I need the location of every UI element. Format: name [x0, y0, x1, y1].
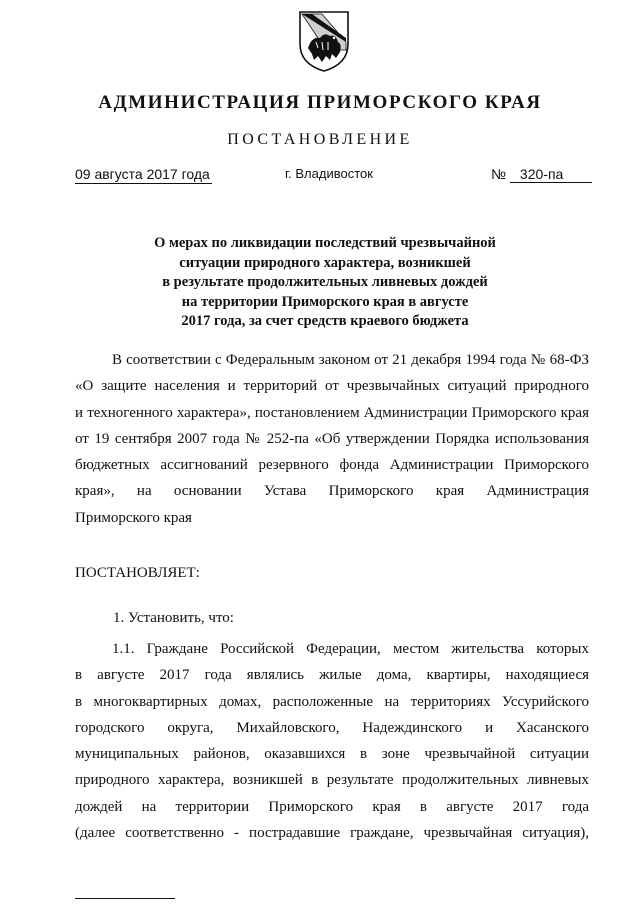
number-value: 320-па — [510, 166, 592, 183]
item-1-1-line: муниципальных районов, оказавшихся в зоне чрезвычайной ситуации — [75, 746, 589, 763]
preamble-line: края», на основании Устава Приморского края Администрация — [75, 483, 589, 500]
item-1-1-line: в многоквартирных домах, расположенные на территориях Уссурийского — [75, 693, 589, 710]
organization-title: АДМИНИСТРАЦИЯ ПРИМОРСКОГО КРАЯ — [98, 92, 542, 113]
preamble-line: и техногенного характера», постановлением Администрации Приморского края — [75, 404, 589, 421]
subject-line: ситуации природного характера, возникшей — [179, 254, 471, 271]
preamble-line: бюджетных ассигнований резервного фонда Администрации Приморского — [75, 457, 589, 474]
item-1-1-line: 1.1. Граждане Российской Федерации, местом жительства которых — [112, 641, 589, 657]
document-subject — [150, 234, 500, 332]
subject-line: 2017 года, за счет средств краевого бюджета — [181, 313, 469, 329]
item-1-1-line: природного характера, возникшей в результате продолжительных ливневых — [75, 772, 589, 789]
subject-line: на территории Приморского края в августе — [181, 293, 469, 310]
document-type-title: ПОСТАНОВЛЕНИЕ — [227, 131, 413, 148]
preamble-line: от 19 сентября 2007 года № 252-па «Об утверждении Порядка использования — [75, 430, 589, 447]
preamble-line: «О защите населения и территорий от чрезвычайных ситуаций природного — [75, 378, 589, 395]
document-city: г. Владивосток — [285, 166, 373, 181]
preamble-line: В соответствии с Федеральным законом от 21 декабря 1994 года № 68-ФЗ — [112, 352, 589, 368]
item-1: 1. Установить, что: — [113, 610, 234, 626]
item-1-1-paragraph — [75, 636, 589, 846]
number-label: № — [491, 166, 507, 182]
primorsky-krai-coat-of-arms-icon — [296, 8, 352, 74]
preamble-line: Приморского края — [75, 509, 192, 526]
footnote-divider — [75, 898, 175, 899]
preamble-paragraph — [75, 347, 589, 531]
item-1-1-line: в августе 2017 года являлись жилые дома, квартиры, находящиеся — [75, 667, 589, 684]
subject-line: О мерах по ликвидации последствий чрезвычайной — [154, 235, 496, 251]
item-1-1-line: (далее соответственно - пострадавшие граждане, чрезвычайная ситуация), — [75, 825, 589, 842]
resolve-heading: ПОСТАНОВЛЯЕТ: — [75, 565, 200, 581]
document-date: 09 августа 2017 года — [75, 166, 210, 182]
document-number — [491, 166, 592, 183]
subject-line: в результате продолжительных ливневых дождей — [162, 274, 488, 290]
item-1-1-line: городского округа, Михайловского, Надеждинского и Хасанского — [75, 719, 589, 736]
item-1-1-line: дождей на территории Приморского края в августе 2017 года — [75, 798, 589, 815]
